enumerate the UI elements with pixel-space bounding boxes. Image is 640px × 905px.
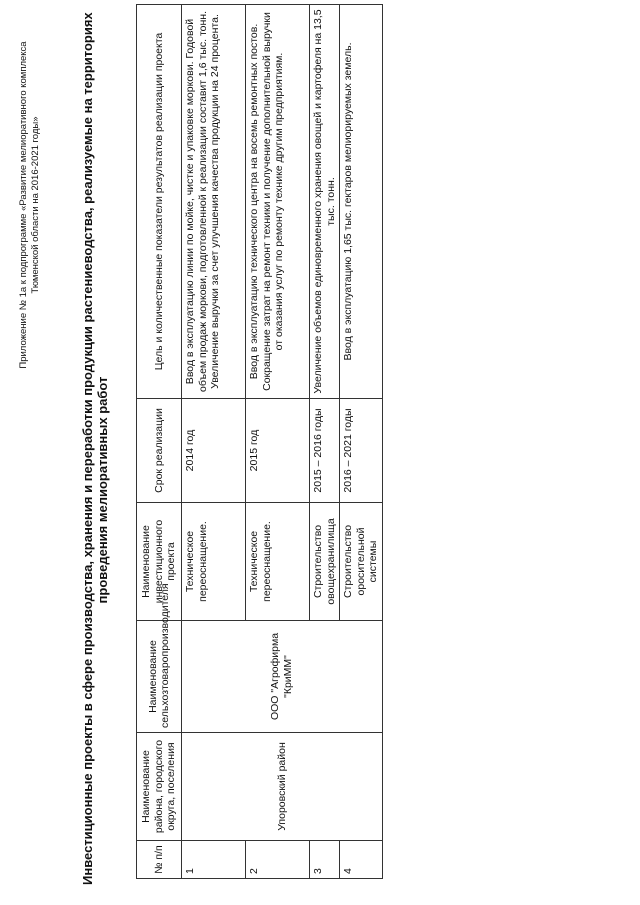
project-cell: Строительство овощехранилища	[310, 503, 340, 621]
title-line-1: Инвестиционные проекты в сфере производства, хранения и переработки продукции растениеводства, реализуемые на территориях	[80, 12, 95, 885]
header-result: Цель и количественные показатели результатов реализации проекта	[137, 5, 182, 399]
producer-cell: ООО "Агрофирма "КриММ"	[182, 621, 383, 733]
appendix-line-2: Тюменской области на 2016-2021 годы»	[30, 116, 41, 294]
header-producer: Наименование сельхозтоваропроизводителя	[137, 621, 182, 733]
appendix-note	[18, 25, 42, 385]
header-term: Срок реализации	[137, 399, 182, 503]
title-line-2: проведения мелиоративных работ	[95, 376, 110, 604]
term-cell: 2016 – 2021 годы	[340, 399, 383, 503]
table-header-row	[137, 5, 182, 879]
table-row	[182, 5, 246, 879]
result-cell: Увеличение объемов единовременного хранения овощей и картофеля на 13,5 тыс. тонн.	[310, 5, 340, 399]
header-district: Наименование района, городского округа, поселения	[137, 733, 182, 841]
project-cell: Строительство оросительной системы	[340, 503, 383, 621]
result-cell: Ввод в эксплуатацию 1,65 тыс. гектаров мелиорируемых земель.	[340, 5, 383, 399]
row-num: 3	[310, 841, 340, 879]
row-num: 2	[246, 841, 310, 879]
result-cell: Ввод в эксплуатацию технического центра на восемь ремонтных постов. Сокращение затрат на ремонт техники и получение дополнительной выручки от оказания услуг по ремонту технике другим предприятиям.	[246, 5, 310, 399]
header-project: Наименование инвестиционного проекта	[137, 503, 182, 621]
row-num: 1	[182, 841, 246, 879]
term-cell: 2014 год	[182, 399, 246, 503]
document-title	[80, 12, 110, 885]
term-cell: 2015 год	[246, 399, 310, 503]
appendix-line-1: Приложение № 1а к подпрограмме «Развитие мелиоративного комплекса	[18, 41, 29, 369]
term-cell: 2015 – 2016 годы	[310, 399, 340, 503]
result-cell: Ввод в эксплуатацию линии по мойке, чистке и упаковке моркови. Годовой объем продаж моркови, подготовленной к реализации составит 1,6 тыс. тонн. Увеличение выручки за счет улучшения качества продукции на 24 процента.	[182, 5, 246, 399]
project-cell: Техническое переоснащение.	[182, 503, 246, 621]
project-cell: Техническое переоснащение.	[246, 503, 310, 621]
projects-table	[136, 4, 383, 879]
row-num: 4	[340, 841, 383, 879]
header-num: № п/п	[137, 841, 182, 879]
district-cell: Упоровский район	[182, 733, 383, 841]
